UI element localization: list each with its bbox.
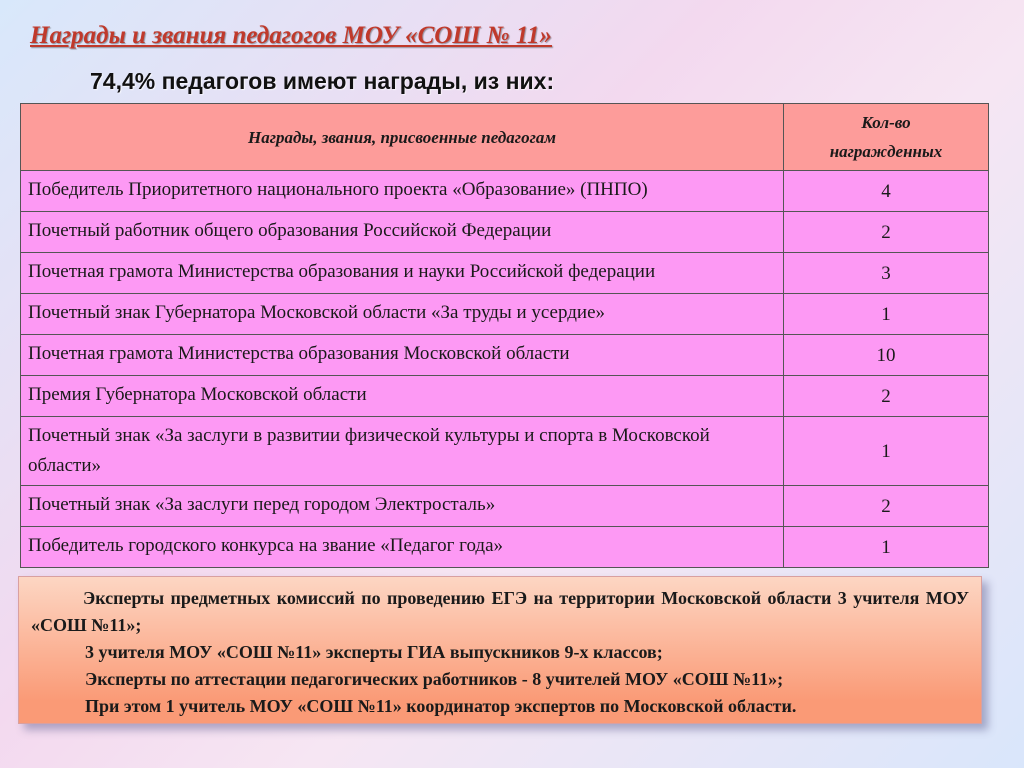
- table-row: [21, 527, 989, 568]
- count-cell: 10: [784, 335, 989, 376]
- table-row: [21, 294, 989, 335]
- award-cell: Победитель Приоритетного национального проекта «Образование» (ПНПО): [21, 171, 784, 212]
- count-cell: 2: [784, 212, 989, 253]
- award-cell: Почетная грамота Министерства образования и науки Российской федерации: [21, 253, 784, 294]
- count-cell: 2: [784, 376, 989, 417]
- table-row: [21, 335, 989, 376]
- table-row: [21, 171, 989, 212]
- header-award: Награды, звания, присвоенные педагогам: [21, 104, 784, 171]
- count-cell: 1: [784, 417, 989, 486]
- count-cell: 2: [784, 486, 989, 527]
- count-cell: 1: [784, 527, 989, 568]
- award-cell: Почетная грамота Министерства образования Московской области: [21, 335, 784, 376]
- info-line-coordinator: При этом 1 учитель МОУ «СОШ №11» координатор экспертов по Московской области.: [85, 696, 797, 716]
- award-cell: Премия Губернатора Московской области: [21, 376, 784, 417]
- header-count: [784, 104, 989, 171]
- info-line-ege-experts: Эксперты предметных комиссий по проведению ЕГЭ на территории Московской области 3 учителя МОУ «СОШ №11»;: [31, 588, 969, 635]
- slide-title: Награды и звания педагогов МОУ «СОШ № 11»: [30, 22, 552, 49]
- award-cell: Почетный знак «За заслуги в развитии физической культуры и спорта в Московской области»: [21, 417, 784, 486]
- header-count-line1: Кол-во: [861, 113, 911, 132]
- award-cell: Победитель городского конкурса на звание «Педагог года»: [21, 527, 784, 568]
- count-cell: 4: [784, 171, 989, 212]
- table-row: [21, 253, 989, 294]
- awards-table: [20, 103, 989, 568]
- award-cell: Почетный работник общего образования Российской Федерации: [21, 212, 784, 253]
- slide-subtitle: 74,4% педагогов имеют награды, из них:: [90, 68, 555, 94]
- table-row: [21, 486, 989, 527]
- award-cell: Почетный знак Губернатора Московской области «За труды и усердие»: [21, 294, 784, 335]
- info-line-gia-experts: 3 учителя МОУ «СОШ №11» эксперты ГИА выпускников 9-х классов;: [85, 642, 663, 662]
- count-cell: 3: [784, 253, 989, 294]
- info-line-attestation-experts: Эксперты по аттестации педагогических работников - 8 учителей МОУ «СОШ №11»;: [85, 669, 784, 689]
- table-header-row: [21, 104, 989, 171]
- header-count-line2: награжденных: [829, 142, 943, 161]
- experts-info-box: [18, 576, 982, 724]
- table-row: [21, 212, 989, 253]
- award-cell: Почетный знак «За заслуги перед городом Электросталь»: [21, 486, 784, 527]
- table-row: [21, 417, 989, 486]
- table-row: [21, 376, 989, 417]
- count-cell: 1: [784, 294, 989, 335]
